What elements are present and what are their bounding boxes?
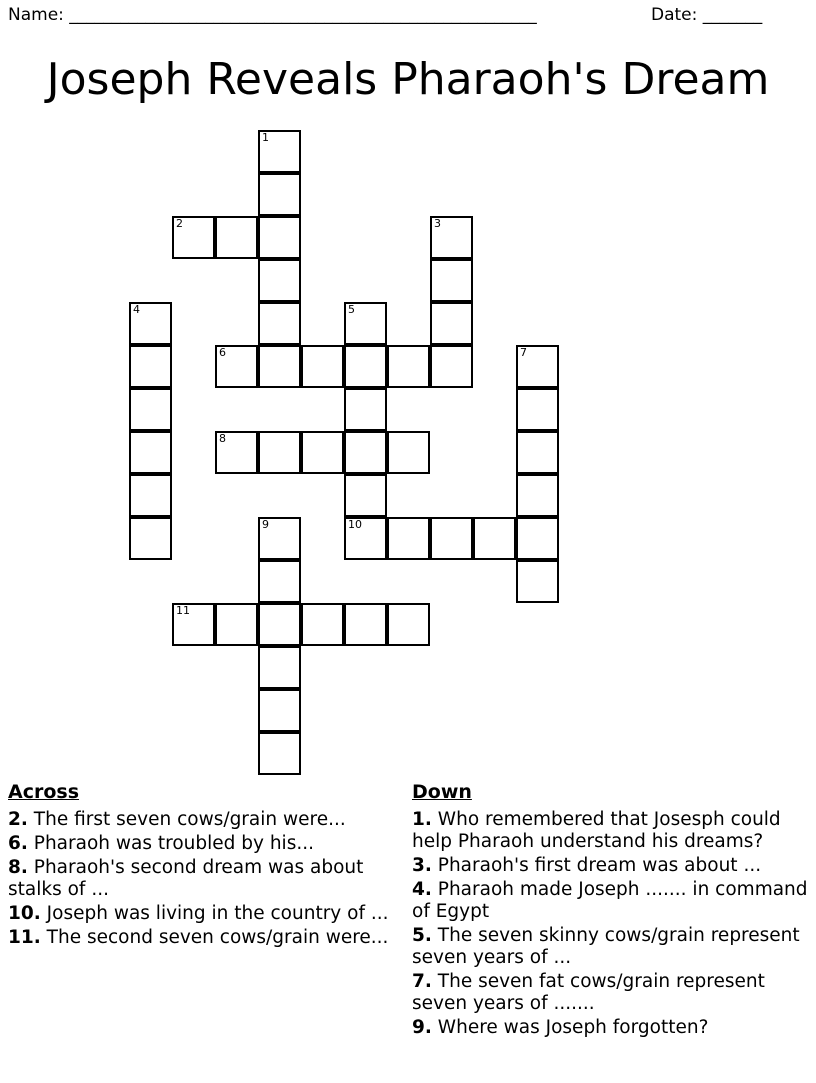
crossword-cell[interactable] xyxy=(516,345,559,388)
down-clue xyxy=(412,809,808,853)
clue-number: 8. xyxy=(8,857,28,878)
crossword-cell[interactable] xyxy=(430,345,473,388)
cell-number: 11 xyxy=(176,604,190,617)
crossword-cell[interactable] xyxy=(258,431,301,474)
crossword-cell[interactable] xyxy=(129,431,172,474)
clue-text: Pharaoh made Joseph ....... in command of Egypt xyxy=(412,879,808,922)
crossword-cell[interactable] xyxy=(387,345,430,388)
crossword-cell[interactable] xyxy=(172,603,215,646)
crossword-cell[interactable] xyxy=(215,603,258,646)
crossword-cell[interactable] xyxy=(516,388,559,431)
clue-text: Pharaoh's first dream was about ... xyxy=(437,855,762,876)
crossword-cell[interactable] xyxy=(258,689,301,732)
across-heading: Across xyxy=(8,781,80,803)
clue-number: 2. xyxy=(8,809,28,830)
clue-number: 3. xyxy=(412,855,432,876)
crossword-cell[interactable] xyxy=(473,517,516,560)
date-field[interactable]: Date: _______ xyxy=(651,5,763,25)
cell-number: 6 xyxy=(219,346,226,359)
crossword-cell[interactable] xyxy=(129,302,172,345)
crossword-cell[interactable] xyxy=(344,603,387,646)
cell-number: 2 xyxy=(176,217,183,230)
crossword-cell[interactable] xyxy=(301,603,344,646)
cell-number: 7 xyxy=(520,346,527,359)
cell-number: 10 xyxy=(348,518,362,531)
across-clue xyxy=(8,833,396,855)
crossword-cell[interactable] xyxy=(430,216,473,259)
crossword-cell[interactable] xyxy=(258,216,301,259)
crossword-cell[interactable] xyxy=(215,216,258,259)
crossword-cell[interactable] xyxy=(516,560,559,603)
crossword-cell[interactable] xyxy=(344,345,387,388)
across-clue xyxy=(8,857,396,901)
crossword-cell[interactable] xyxy=(387,603,430,646)
crossword-cell[interactable] xyxy=(258,560,301,603)
down-clue xyxy=(412,971,808,1015)
crossword-cell[interactable] xyxy=(516,517,559,560)
clue-number: 7. xyxy=(412,971,432,992)
crossword-cell[interactable] xyxy=(258,646,301,689)
crossword-cell[interactable] xyxy=(258,302,301,345)
cell-number: 8 xyxy=(219,432,226,445)
down-clues xyxy=(412,780,808,1041)
crossword-cell[interactable] xyxy=(430,259,473,302)
crossword-cell[interactable] xyxy=(172,216,215,259)
crossword-cell[interactable] xyxy=(430,517,473,560)
crossword-cell[interactable] xyxy=(301,345,344,388)
page-title: Joseph Reveals Pharaoh's Dream xyxy=(46,54,770,105)
across-clue xyxy=(8,927,396,949)
crossword-cell[interactable] xyxy=(129,388,172,431)
crossword-cell[interactable] xyxy=(129,474,172,517)
clue-number: 6. xyxy=(8,833,28,854)
across-clue xyxy=(8,903,396,925)
crossword-cell[interactable] xyxy=(215,345,258,388)
clue-text: Who remembered that Josesph could help Pharaoh understand his dreams? xyxy=(412,809,781,852)
name-field[interactable]: Name: _______________________________________________________ xyxy=(8,5,537,25)
cell-number: 1 xyxy=(262,131,269,144)
cell-number: 5 xyxy=(348,303,355,316)
clue-text: The second seven cows/grain were... xyxy=(46,927,389,948)
crossword-cell[interactable] xyxy=(301,431,344,474)
crossword-cell[interactable] xyxy=(430,302,473,345)
crossword-cell[interactable] xyxy=(258,259,301,302)
crossword-cell[interactable] xyxy=(258,173,301,216)
crossword-cell[interactable] xyxy=(258,732,301,775)
across-clues xyxy=(8,780,396,951)
cell-number: 4 xyxy=(133,303,140,316)
crossword-cell[interactable] xyxy=(387,517,430,560)
clue-text: Pharaoh's second dream was about stalks of ... xyxy=(8,857,364,900)
down-clue xyxy=(412,925,808,969)
crossword-cell[interactable] xyxy=(344,474,387,517)
crossword-cell[interactable] xyxy=(387,431,430,474)
crossword-cell[interactable] xyxy=(516,431,559,474)
clue-number: 9. xyxy=(412,1017,432,1038)
cell-number: 3 xyxy=(434,217,441,230)
clue-text: Where was Joseph forgotten? xyxy=(437,1017,709,1038)
down-heading: Down xyxy=(412,781,472,803)
down-clue xyxy=(412,879,808,923)
down-clue xyxy=(412,855,808,877)
clue-number: 5. xyxy=(412,925,432,946)
crossword-cell[interactable] xyxy=(516,474,559,517)
crossword-cell[interactable] xyxy=(129,517,172,560)
crossword-cell[interactable] xyxy=(344,431,387,474)
crossword-cell[interactable] xyxy=(258,345,301,388)
clue-text: The first seven cows/grain were... xyxy=(33,809,346,830)
cell-number: 9 xyxy=(262,518,269,531)
clue-number: 4. xyxy=(412,879,432,900)
crossword-cell[interactable] xyxy=(258,130,301,173)
clue-text: Joseph was living in the country of ... xyxy=(46,903,389,924)
clue-number: 1. xyxy=(412,809,432,830)
across-clue xyxy=(8,809,396,831)
crossword-cell[interactable] xyxy=(344,388,387,431)
clue-number: 10. xyxy=(8,903,41,924)
clue-text: The seven skinny cows/grain represent seven years of ... xyxy=(412,925,800,968)
crossword-cell[interactable] xyxy=(258,517,301,560)
crossword-cell[interactable] xyxy=(215,431,258,474)
clue-text: Pharaoh was troubled by his... xyxy=(33,833,314,854)
down-clue xyxy=(412,1017,808,1039)
clue-number: 11. xyxy=(8,927,41,948)
crossword-cell[interactable] xyxy=(258,603,301,646)
crossword-cell[interactable] xyxy=(344,517,387,560)
crossword-cell[interactable] xyxy=(129,345,172,388)
clue-text: The seven fat cows/grain represent seven years of ....... xyxy=(412,971,765,1014)
crossword-cell[interactable] xyxy=(344,302,387,345)
